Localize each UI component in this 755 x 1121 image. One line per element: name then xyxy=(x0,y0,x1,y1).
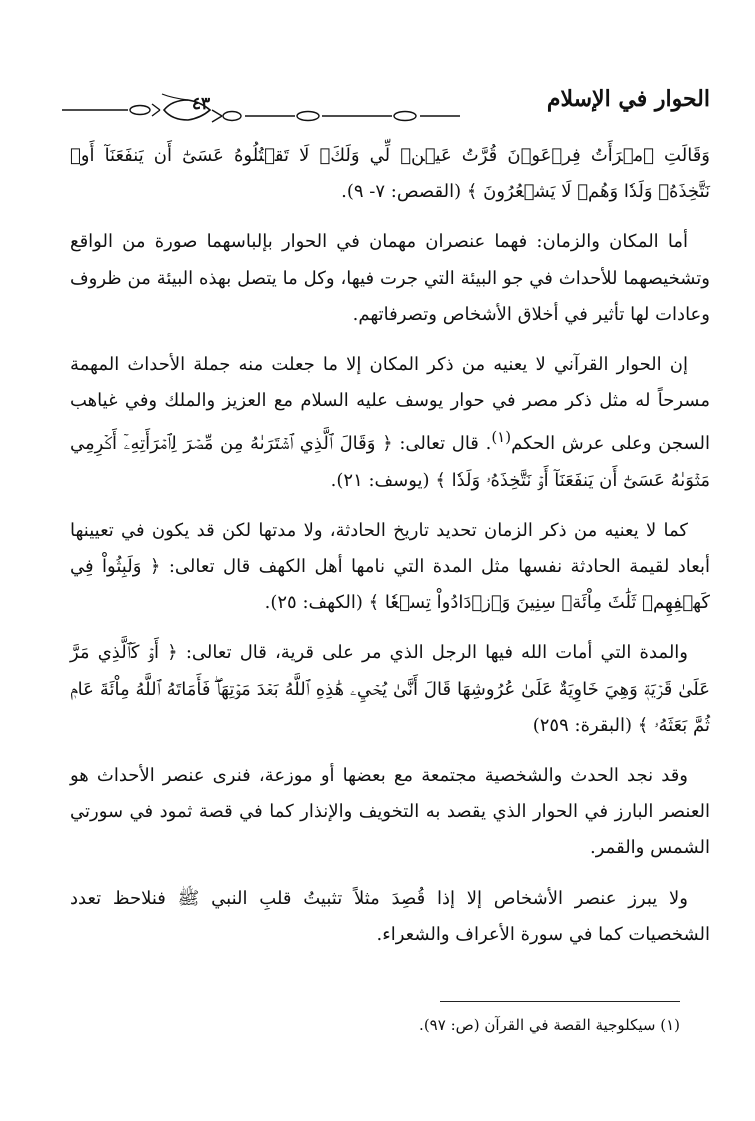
close-bracket: ﴾ xyxy=(637,714,649,736)
quran-verse: وَقَالَتِ ٱمۡرَأَتُ فِرۡعَوۡنَ قُرَّتُ عَيۡنٖ لِّي وَلَكَۖ لَا تَقۡتُلُوهُ عَسَىٰٓ أَن يَنفَعَنَآ أَوۡ نَتَّخِذَهُۥ وَلَدٗا وَهُمۡ لَا يَشۡعُرُونَ xyxy=(70,145,710,203)
verse-reference: (يوسف: ٢١). xyxy=(330,469,430,491)
paragraph-1 xyxy=(70,138,710,210)
open-bracket: ﴿ xyxy=(167,642,178,664)
verse-intro: . قال تعالى: xyxy=(399,433,492,455)
footnote-separator xyxy=(440,1001,680,1002)
verse-reference: (الكهف: ٢٥). xyxy=(264,592,363,614)
footnote-marker: (١) xyxy=(491,428,512,447)
close-bracket: ﴾ xyxy=(435,469,446,491)
quran-verse: وَقَالَ ٱلَّذِي ٱشۡتَرَىٰهُ مِن مِّصۡرَ لِٱمۡرَأَتِهِۦٓ أَكۡرِمِي مَثۡوَىٰهُ عَسَىٰٓ أَن يَنفَعَنَآ أَوۡ نَتَّخِذَهُۥ وَلَدٗا xyxy=(70,433,710,491)
paragraph-text: والمدة التي أمات الله فيها الرجل الذي مر على قرية، قال تعالى: xyxy=(185,642,688,664)
close-bracket: ﴾ xyxy=(368,592,380,614)
ornament-line xyxy=(60,86,600,126)
quran-verse: وَلَبِثُواْ فِي كَهۡفِهِمۡ ثَلَٰثَ مِاْئَةٖ سِنِينَ وَٱزۡدَادُواْ تِسۡعٗا xyxy=(70,556,710,614)
open-bracket: ﴿ xyxy=(149,556,161,578)
close-bracket: ﴾ xyxy=(466,181,478,203)
verse-reference: (القصص: ٧- ٩). xyxy=(341,181,462,203)
page-number: ٤٣ xyxy=(191,94,211,114)
open-bracket: ﴿ xyxy=(382,433,393,455)
paragraph-text: كما لا يعنيه من ذكر الزمان تحديد تاريخ الحادثة، ولا مدتها لكن قد يكون في تعيينها أبعاد لقيمة الحادثة نفسها مثل المدة التي نامها أهل الكهف قال تعالى: xyxy=(70,519,710,578)
running-title: الحوار في الإسلام xyxy=(546,86,710,112)
paragraph-2: أما المكان والزمان: فهما عنصران مهمان في الحوار بإلباسهما صورة من الواقع وتشخيصهما للأحداث في جو البيئة التي جرت فيها، وكل ما يتصل بهذه البيئة من ظروف وعادات لها تأثير في أخلاق الأشخاص وتصرفاتهم. xyxy=(70,231,710,325)
paragraph-3 xyxy=(70,347,710,499)
page-header xyxy=(60,86,710,126)
verse-reference: (البقرة: ٢٥٩) xyxy=(532,714,632,736)
paragraph-text: إن الحوار القرآني لا يعنيه من ذكر المكان إلا ما جعلت منه جملة الأحداث المهمة مسرحاً له مثل ذكر مصر في حوار يوسف عليه السلام مع العزيز والملك وفي غياهب السجن وعلى عرش الحكم xyxy=(70,354,711,455)
paragraph-5 xyxy=(70,635,710,744)
paragraph-6: وقد نجد الحدث والشخصية مجتمعة مع بعضها أو موزعة، فنرى عنصر الأحداث هو العنصر البارز في الحوار الذي يقصد به التخويف والإنذار كما في قصة ثمود في سورتي الشمس والقمر. xyxy=(70,765,710,859)
paragraph-7: ولا يبرز عنصر الأشخاص إلا إذا قُصِدَ مثلاً تثبيتُ قلبِ النبي ﷺ فنلاحظ تعدد الشخصيات كما في سورة الأعراف والشعراء. xyxy=(70,887,710,945)
main-text xyxy=(70,138,710,967)
paragraph-4 xyxy=(70,513,710,622)
quran-verse: أَوۡ كَٱلَّذِي مَرَّ عَلَىٰ قَرۡيَةٖ وَهِيَ خَاوِيَةٌ عَلَىٰ عُرُوشِهَا قَالَ أَنَّىٰ يُحۡيِۦ هَٰذِهِ ٱللَّهُ بَعۡدَ مَوۡتِهَاۖ فَأَمَاتَهُ ٱللَّهُ مِاْئَةَ عَامٖ ثُمَّ بَعَثَهُۥ xyxy=(70,642,710,736)
footnote: (١) سيكلوجية القصة في القرآن (ص: ٩٧). xyxy=(419,1016,680,1034)
